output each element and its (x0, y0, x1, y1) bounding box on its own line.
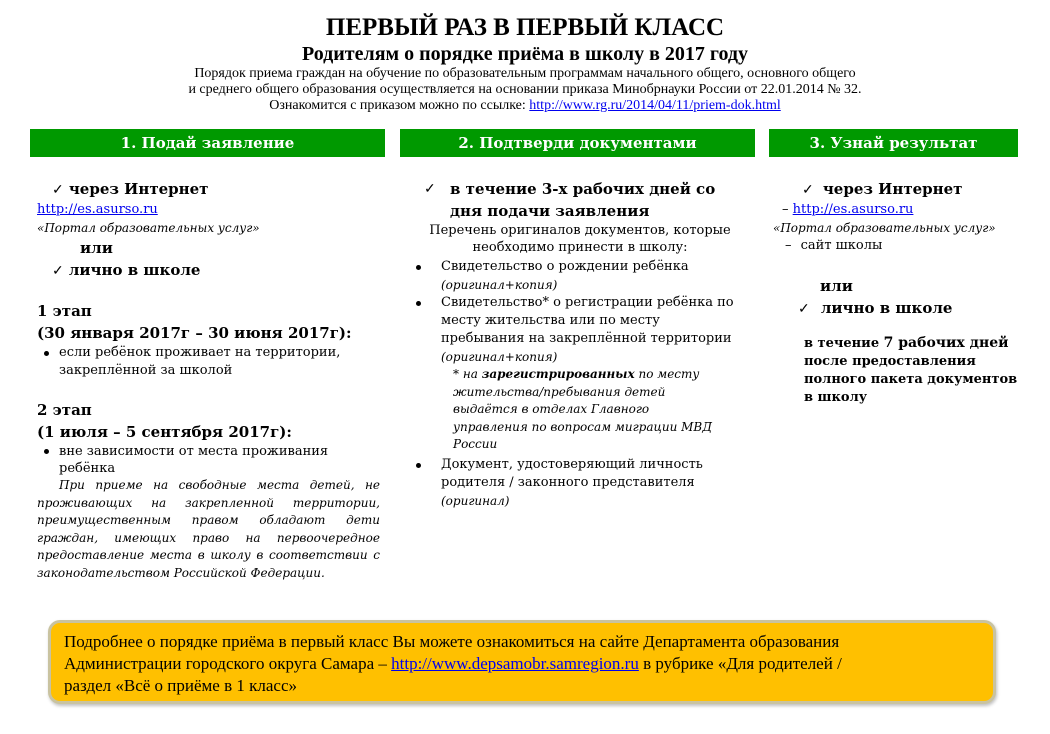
note-line: проживающих на закрепленной территории, (37, 495, 380, 510)
page-title: ПЕРВЫЙ РАЗ В ПЕРВЫЙ КЛАСС (325, 14, 725, 41)
documents-intro-line: Перечень оригиналов документов, которые (429, 223, 731, 238)
intro-line-3 (0, 98, 1050, 114)
online-option-label: через Интернет (68, 180, 209, 198)
document-name-line: месту жительства или по месту (441, 313, 660, 328)
document-name-line: Документ, удостоверяющий личность (441, 456, 703, 472)
stage-1-dates: (30 января 2017г – 30 июня 2017г): (37, 324, 352, 342)
dash-icon: – (782, 202, 789, 217)
result-timing-line: полного пакета документов (804, 372, 1018, 387)
intro-text (0, 66, 1050, 114)
document-name-line: родителя / законного представителя (441, 474, 695, 490)
deadline-line: дня подачи заявления (450, 202, 650, 220)
footnote-emphasis: зарегистрированных (481, 367, 635, 381)
bullet-icon (44, 449, 49, 454)
step-1-column (37, 178, 387, 582)
online-option (37, 178, 387, 200)
asurso-link[interactable]: http://es.asurso.ru (37, 202, 158, 217)
bullet-icon (416, 301, 421, 306)
intro-line-2: и среднего общего образования осуществляется на основании приказа Минобрнауки России от 22.01.2014 № 32. (188, 82, 862, 97)
result-timing-line: в школу (804, 390, 868, 405)
bullet-icon (416, 463, 421, 468)
footer-line-2-suffix: в рубрике «Для родителей / (638, 654, 842, 673)
step-3-heading: 3. Узнай результат (769, 129, 1018, 157)
asurso-result-link[interactable]: http://es.asurso.ru (792, 202, 914, 217)
footnote-line: управления по вопросам миграции МВД (453, 419, 712, 434)
document-note: (оригинал+копия) (441, 278, 558, 292)
in-person-option-label: лично в школе (68, 261, 201, 279)
documents-intro-line: необходимо принести в школу: (472, 240, 688, 255)
portal-caption: «Портал образовательных услуг» (37, 221, 260, 235)
stage-2-condition-line: ребёнка (59, 461, 116, 476)
result-days: 7 рабочих дней (883, 335, 1009, 351)
document-name: Свидетельство о рождении ребёнка (441, 259, 689, 274)
stage-1-condition-line: если ребёнок проживает на территории, (59, 345, 341, 360)
registration-footnote (441, 366, 765, 454)
footer-line-1: Подробнее о порядке приёма в первый класс Вы можете ознакомиться на сайте Департамента образования (64, 632, 840, 651)
stage-2-condition-line: вне зависимости от места проживания (59, 444, 329, 459)
document-item-parent-id (410, 456, 765, 510)
note-line: граждан, имеющих право на первоочередное (37, 530, 380, 545)
result-link-row (775, 200, 1020, 220)
step-2-column (410, 178, 765, 510)
step-3-column (775, 178, 1020, 407)
online-result-label: через Интернет (822, 180, 963, 198)
deadline (410, 178, 765, 222)
document-name-line: Свидетельство* о регистрации ребёнка по (441, 295, 734, 310)
stage-2-title: 2 этап (37, 401, 92, 419)
result-timing (775, 334, 1020, 407)
check-icon: ✓ (424, 181, 436, 197)
or-separator: или (80, 239, 113, 257)
note-line: При приеме на свободные места детей, не (59, 478, 380, 492)
step-1-heading: 1. Подай заявление (30, 129, 385, 157)
check-icon: ✓ (52, 263, 64, 279)
footnote-line: России (453, 437, 498, 451)
dash-icon: – (785, 238, 792, 253)
intro-line-1: Порядок приема граждан на обучение по образовательным программам начального общего, основного общего (194, 66, 856, 81)
stage-2-dates: (1 июля – 5 сентября 2017г): (37, 423, 292, 441)
note-line: законодательством Российской Федерации. (37, 565, 325, 580)
in-person-result-option (775, 297, 1020, 319)
school-site-row (775, 237, 1020, 255)
result-or-separator: или (820, 277, 853, 295)
stage-1-condition-line: закреплённой за школой (59, 363, 233, 378)
stage-1-condition (37, 344, 387, 380)
document-name-line: пребывания на закреплённой территории (441, 331, 732, 346)
result-timing-prefix: в течение (804, 336, 884, 351)
document-note: (оригинал) (441, 493, 510, 508)
priority-note (37, 477, 380, 582)
check-icon: ✓ (802, 182, 814, 198)
online-result-option (775, 178, 1020, 200)
bullet-icon (44, 351, 49, 356)
document-item-registration (410, 294, 765, 454)
in-person-option (37, 259, 387, 281)
footnote-prefix: * на (453, 367, 482, 381)
order-link[interactable]: http://www.rg.ru/2014/04/11/priem-dok.html (529, 98, 781, 113)
check-icon: ✓ (798, 301, 810, 317)
intro-line-3-prefix: Ознакомится с приказом можно по ссылке: (269, 98, 530, 113)
deadline-line: в течение 3-х рабочих дней со (450, 180, 716, 198)
documents-intro (410, 222, 750, 256)
check-icon: ✓ (52, 182, 64, 198)
stage-1-title: 1 этап (37, 302, 92, 320)
in-person-result-label: лично в школе (820, 299, 953, 317)
footer-line-2 (64, 653, 981, 675)
result-timing-line: после предоставления (804, 354, 976, 369)
stage-2-condition (37, 443, 387, 477)
school-site-label: сайт школы (800, 238, 883, 253)
footnote-line: жительства/пребывания детей (453, 384, 666, 399)
footer-line-2-prefix: Администрации городского округа Самара – (64, 654, 392, 673)
page-subtitle: Родителям о порядке приёма в школу в 2017 году (302, 43, 748, 65)
bullet-icon (416, 265, 421, 270)
document-item-birth-certificate (410, 258, 765, 294)
note-line: предоставление места в школу в соответствии с (37, 548, 380, 562)
step-2-heading: 2. Подтверди документами (400, 129, 755, 157)
footnote-text: по месту (634, 367, 700, 381)
result-portal-caption: «Портал образовательных услуг» (773, 221, 996, 235)
document-note: (оригинал+копия) (441, 350, 558, 364)
footnote-line: выдаётся в отделах Главного (453, 402, 650, 416)
more-info-box (48, 620, 996, 704)
depsamobr-link[interactable]: http://www.depsamobr.samregion.ru (391, 654, 639, 673)
note-line: преимущественным правом обладают дети (37, 513, 380, 527)
footer-line-3: раздел «Всё о приёме в 1 класс» (64, 676, 298, 695)
